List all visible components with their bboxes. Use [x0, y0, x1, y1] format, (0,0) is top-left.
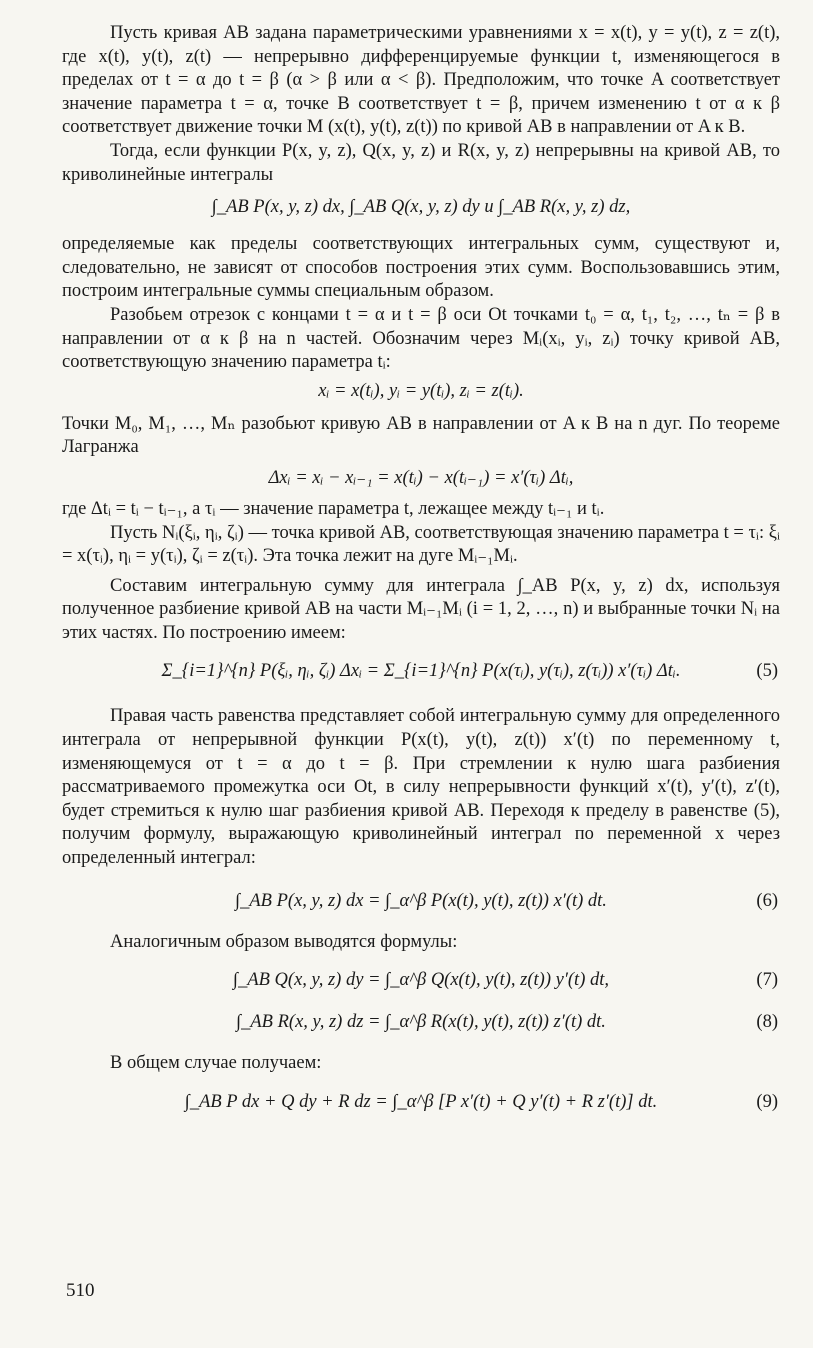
formula-partition-points: xᵢ = x(tᵢ), yᵢ = y(tᵢ), zᵢ = z(tᵢ). — [318, 380, 524, 401]
formula-9: ∫_AB P dx + Q dy + R dz = ∫_α^β [P x′(t) + Q y′(t) + R z′(t)] dt. — [184, 1091, 658, 1112]
equation-number-6: (6) — [756, 890, 778, 911]
formula-lagrange: Δxᵢ = xᵢ − xᵢ₋₁ = x(tᵢ) − x(tᵢ₋₁) = x′(τᵢ) Δtᵢ, — [268, 467, 574, 488]
equation-9 — [62, 1090, 780, 1114]
paragraph-curve-definition: Пусть кривая AB задана параметрическими уравнениями x = x(t), y = y(t), z = z(t), где x(t), y(t), z(t) — непрерывно дифференцируемые функции t, изменяющегося в пределах от t = α до t = β (α > β или α < β). Предположим, что точке A соответствует значение параметра t = α, точке B соответствует t = β, причем изменению t от α к β соответствует движение точки M (x(t), y(t), z(t)) по кривой AB в направлении от A к B. — [62, 23, 780, 138]
paragraph-integral-sums: определяемые как пределы соответствующих интегральных сумм, существуют и, следовательно, не зависят от способов построения этих сумм. Воспользовавшись этим, построим интегральные суммы специальным образом. — [62, 234, 780, 302]
paragraph-continuity-condition: Тогда, если функции P(x, y, z), Q(x, y, z) и R(x, y, z) непрерывны на кривой AB, то криволинейные интегралы — [62, 140, 780, 185]
paragraph-delta-definition: где Δtᵢ = tᵢ − tᵢ₋₁, а τᵢ — значение параметра t, лежащее между tᵢ₋₁ и tᵢ. — [62, 498, 605, 519]
equation-7 — [62, 968, 780, 992]
page-number: 510 — [66, 1280, 95, 1301]
paragraph-analogous: Аналогичным образом выводятся формулы: — [110, 931, 458, 952]
formula-line-integrals: ∫_AB P(x, y, z) dx, ∫_AB Q(x, y, z) dy и ∫_AB R(x, y, z) dz, — [211, 197, 631, 218]
equation-number-5: (5) — [756, 661, 778, 682]
paragraph-lagrange: Точки M₀, M₁, …, Mₙ разобьют кривую AB в направлении от A к B на n дуг. По теореме Лагранжа — [62, 413, 780, 458]
formula-7: ∫_AB Q(x, y, z) dy = ∫_α^β Q(x(t), y(t), z(t)) y′(t) dt, — [233, 970, 609, 991]
equation-5 — [62, 659, 780, 683]
equation-number-7: (7) — [756, 970, 778, 991]
formula-5: Σ_{i=1}^{n} P(ξᵢ, ηᵢ, ζᵢ) Δxᵢ = Σ_{i=1}^{n} P(x(τᵢ), y(τᵢ), z(τᵢ)) x′(τᵢ) Δtᵢ. — [161, 661, 681, 682]
paragraph-compose-sum: Составим интегральную сумму для интеграла ∫_AB P(x, y, z) dx, используя полученное разбиение кривой AB на части Mᵢ₋₁Mᵢ (i = 1, 2, …, n) и выбранные точки Nᵢ на этих частях. По построению имеем: — [62, 575, 780, 643]
paragraph-partition: Разобьем отрезок с концами t = α и t = β оси Ot точками t₀ = α, t₁, t₂, …, tₙ = β в направлении от α к β на n частей. Обозначим через Mᵢ(xᵢ, yᵢ, zᵢ) точку кривой AB, соответствующую значению параметра tᵢ: — [62, 304, 780, 373]
equation-6 — [62, 889, 780, 913]
equation-8 — [62, 1010, 780, 1034]
paragraph-limit-transition: Правая часть равенства представляет собой интегральную сумму для определенного интеграла от непрерывной функции P(x(t), y(t), z(t)) x′(t) по переменному t, изменяющемуся от t = α до t = β. При стремлении к нулю шага разбиения рассматриваемого промежутка оси Ot, в силу непрерывности функций x′(t), y′(t), z′(t), будет стремиться к нулю шаг разбиения кривой AB. Переходя к пределу в равенстве (5), получим формулу, выражающую криволинейный интеграл по переменной x через определенный интеграл: — [62, 706, 780, 869]
equation-number-8: (8) — [756, 1012, 778, 1033]
formula-8: ∫_AB R(x, y, z) dz = ∫_α^β R(x(t), y(t), z(t)) z′(t) dt. — [236, 1012, 606, 1033]
paragraph-general-case: В общем случае получаем: — [110, 1053, 322, 1074]
formula-6: ∫_AB P(x, y, z) dx = ∫_α^β P(x(t), y(t), z(t)) x′(t) dt. — [235, 890, 607, 911]
paragraph-point-n: Пусть Nᵢ(ξᵢ, ηᵢ, ζᵢ) — точка кривой AB, соответствующая значению параметра t = τᵢ: ξᵢ = x(τᵢ), ηᵢ = y(τᵢ), ζᵢ = z(τᵢ). Эта точка лежит на дуге Mᵢ₋₁Mᵢ. — [62, 522, 780, 567]
page-body — [62, 22, 780, 1114]
equation-number-9: (9) — [756, 1091, 778, 1112]
